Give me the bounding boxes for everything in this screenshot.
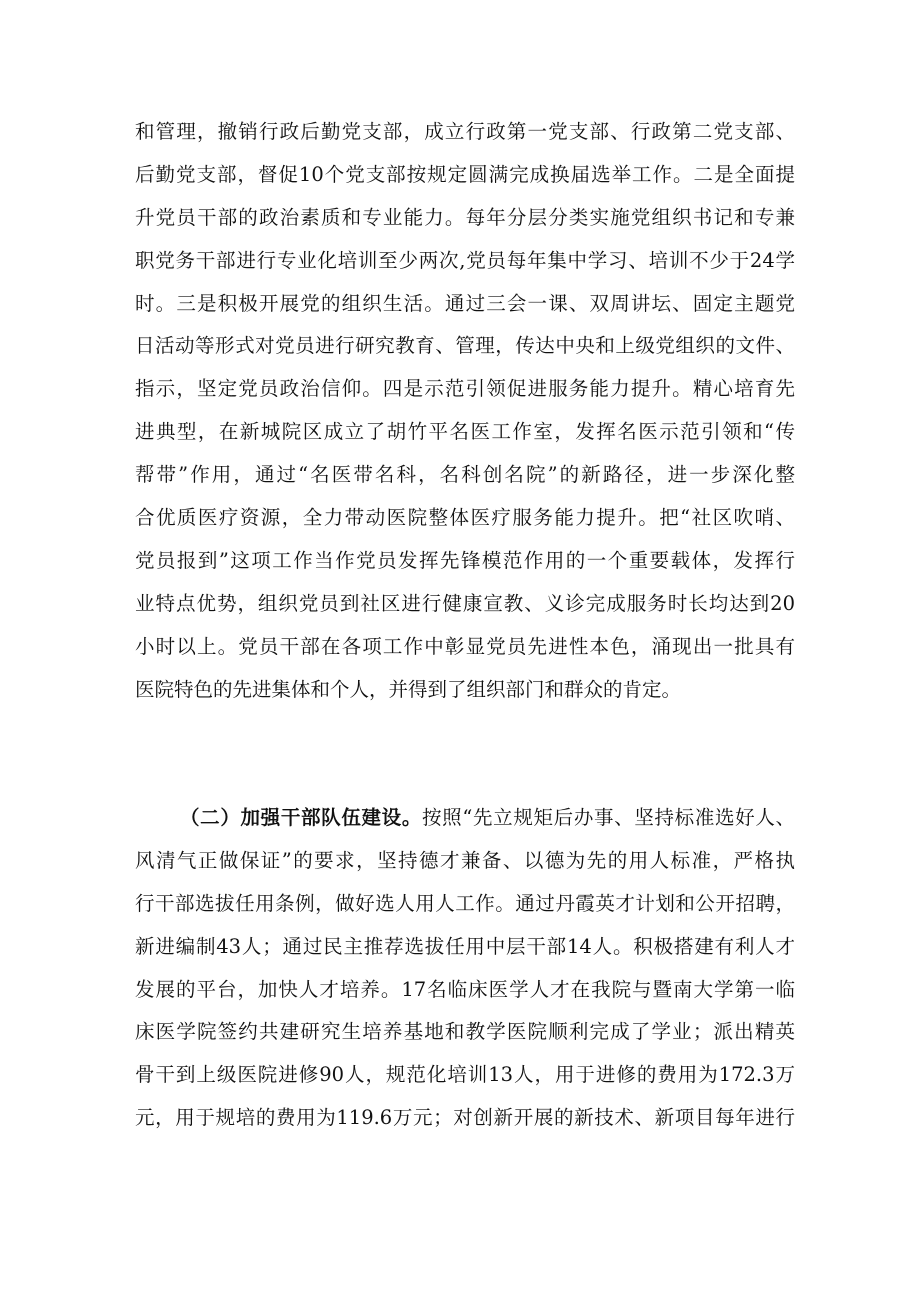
text-line: 合优质医疗资源，全力带动医院整体医疗服务能力提升。把“社区吹哨、	[135, 506, 795, 530]
text-line: 时。三是积极开展党的组织生活。通过三会一课、双周讲坛、固定主题党	[135, 291, 795, 315]
text-line: 进典型，在新城院区成立了胡竹平名医工作室，发挥名医示范引领和“传	[135, 420, 795, 444]
text-line: 业特点优势，组织党员到社区进行健康宣教、义诊完成服务时长均达到20	[135, 591, 795, 615]
text-line: 小时以上。党员干部在各项工作中彰显党员先进性本色，涌现出一批具有	[135, 634, 795, 658]
text-line: 医院特色的先进集体和个人，并得到了组织部门和群众的肯定。	[135, 677, 682, 701]
text-line: 日活动等形式对党员进行研究教育、管理，传达中央和上级党组织的文件、	[135, 334, 795, 358]
paragraph-cadre-team	[135, 797, 795, 1140]
text-line: 帮带”作用，通过“名医带名科，名科创名院”的新路径，进一步深化整	[135, 463, 795, 487]
paragraph-party-building	[135, 111, 795, 711]
text-line: 职党务干部进行专业化培训至少两次,党员每年集中学习、培训不少于24学	[135, 248, 795, 272]
text-line: 风清气正做保证”的要求，坚持德才兼备、以德为先的用人标准，严格执	[135, 848, 795, 872]
text-line: 和管理，撤销行政后勤党支部，成立行政第一党支部、行政第二党支部、	[135, 120, 795, 143]
text-line: 指示，坚定党员政治信仰。四是示范引领促进服务能力提升。精心培育先	[135, 377, 795, 401]
text-line: 床医学院签约共建研究生培养基地和教学医院顺利完成了学业；派出精英	[135, 1020, 795, 1044]
text-line: 元，用于规培的费用为119.6万元；对创新开展的新技术、新项目每年进行	[135, 1106, 795, 1130]
section-heading: （二）加强干部队伍建设。	[180, 806, 423, 829]
text-run: 按照“先立规矩后办事、坚持标准选好人、	[422, 806, 795, 829]
text-line: 党员报到”这项工作当作党员发挥先锋模范作用的一个重要载体，发挥行	[135, 548, 795, 572]
text-line-first	[135, 797, 795, 840]
text-line: 发展的平台，加快人才培养。17名临床医学人才在我院与暨南大学第一临	[135, 977, 795, 1001]
text-line: 升党员干部的政治素质和专业能力。每年分层分类实施党组织书记和专兼	[135, 205, 795, 229]
text-line: 骨干到上级医院进修90人，规范化培训13人，用于进修的费用为172.3万	[135, 1063, 795, 1087]
text-line: 后勤党支部，督促10个党支部按规定圆满完成换届选举工作。二是全面提	[135, 162, 795, 186]
text-line: 新进编制43人；通过民主推荐选拔任用中层干部14人。积极搭建有利人才	[135, 934, 795, 958]
text-line: 行干部选拔任用条例，做好选人用人工作。通过丹霞英才计划和公开招聘，	[135, 891, 795, 915]
